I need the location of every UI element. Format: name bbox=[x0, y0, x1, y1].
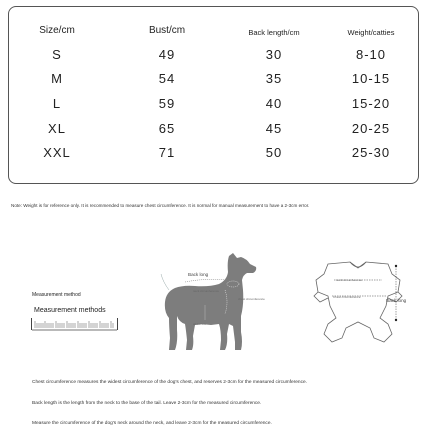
bust-cell: 54 bbox=[158, 71, 176, 86]
dog-back-long-label: Back long bbox=[188, 272, 209, 277]
header-size: Size/cm bbox=[39, 25, 75, 36]
dog-chest-label: chest circumference bbox=[238, 297, 265, 301]
weight-cell: 15-20 bbox=[351, 96, 391, 111]
chest-description: Chest circumference measures the widest circumference of the dog's chest, and reserves 2-3cm for the measured circumference. bbox=[32, 380, 307, 385]
measuring-tape-icon bbox=[31, 318, 118, 330]
bust-cell: 49 bbox=[158, 47, 176, 62]
weight-cell: 8-10 bbox=[355, 47, 387, 62]
size-cell: L bbox=[52, 96, 62, 111]
measurement-method-label: Measurement method bbox=[32, 292, 81, 298]
dog-silhouette-icon bbox=[155, 250, 270, 355]
weight-cell: 20-25 bbox=[351, 121, 391, 136]
measurement-methods-label: Measurement methods bbox=[34, 307, 106, 314]
neck-description: Measure the circumference of the dog's neck around the neck, and leave 2-3cm for the measured circumference. bbox=[32, 421, 272, 426]
bust-cell: 59 bbox=[158, 96, 176, 111]
garment-neck-label: neck circumference bbox=[336, 278, 363, 282]
weight-cell: 25-30 bbox=[351, 145, 391, 160]
size-cell: XL bbox=[48, 121, 66, 136]
back-length-description: Back length is the length from the neck to the base of the tail. Leave 2-3cm for the measured circumference. bbox=[32, 401, 262, 406]
size-chart-table bbox=[8, 6, 419, 184]
garment-outline-icon bbox=[300, 258, 415, 353]
back-length-cell: 50 bbox=[265, 145, 283, 160]
back-length-cell: 40 bbox=[265, 96, 283, 111]
measurement-note: Note: Weight is for reference only. It is recommended to measure chest circumference. It is normal for manual measurement to have a 2-3cm error. bbox=[11, 203, 310, 208]
dog-neck-label: neck circumference bbox=[193, 289, 220, 293]
header-bust: Bust/cm bbox=[148, 25, 186, 36]
bust-cell: 65 bbox=[158, 121, 176, 136]
size-cell: XXL bbox=[43, 145, 71, 160]
size-cell: M bbox=[51, 71, 63, 86]
back-length-cell: 30 bbox=[265, 47, 283, 62]
header-back-length: Back length/cm bbox=[248, 28, 300, 37]
weight-cell: 10-15 bbox=[351, 71, 391, 86]
garment-back-long-label: Back long bbox=[386, 298, 407, 303]
back-length-cell: 35 bbox=[265, 71, 283, 86]
back-length-cell: 45 bbox=[265, 121, 283, 136]
garment-chest-label: Chest circumference bbox=[333, 295, 361, 299]
size-cell: S bbox=[52, 47, 62, 62]
bust-cell: 71 bbox=[158, 145, 176, 160]
header-weight: Weight/catties bbox=[347, 28, 395, 37]
dog-abdomen-label: abdomen bbox=[193, 322, 206, 326]
